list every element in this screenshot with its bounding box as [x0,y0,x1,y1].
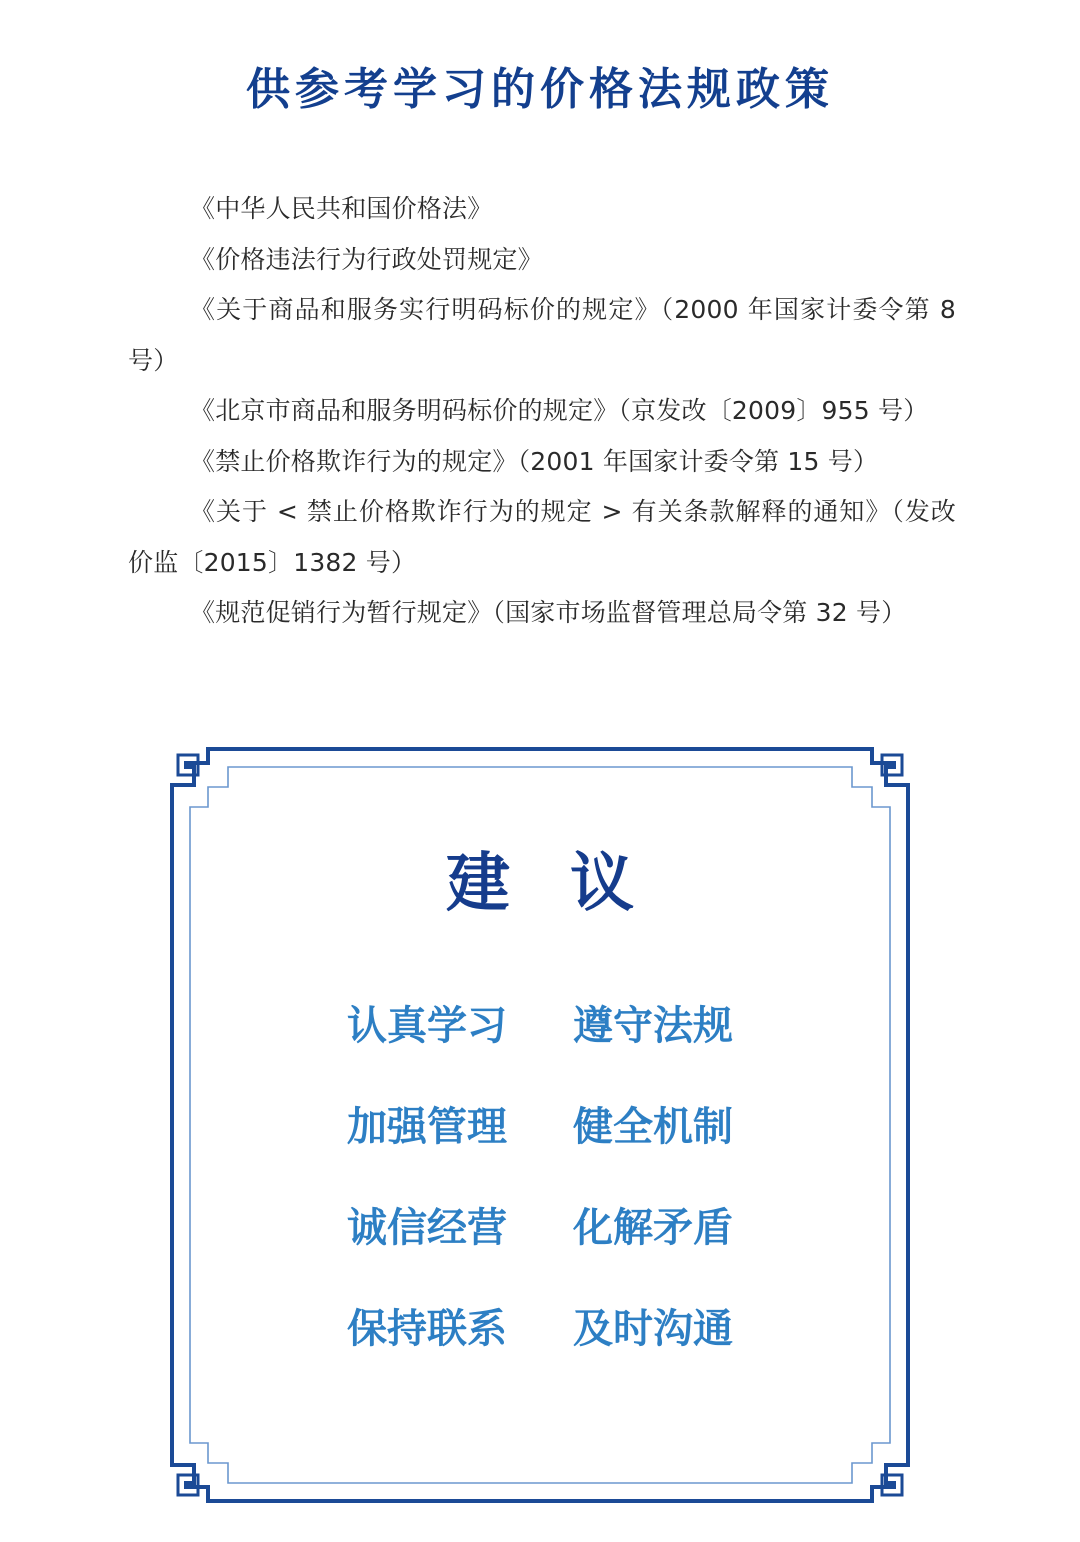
advice-item: 遵守法规 [573,1003,733,1049]
policy-item-promotion-rules: 《规范促销行为暂行规定》（国家市场监督管理总局令第 32 号） [190,598,907,627]
policy-item-price-marking-beijing: 《北京市商品和服务明码标价的规定》（京发改〔2009〕955 号） [190,396,929,425]
advice-row [168,1196,912,1297]
policy-item-price-marking-national: 《关于商品和服务实行明码标价的规定》（2000 年国家计委令第 8 号） [128,295,956,375]
policy-item-price-fraud-interpretation: 《关于 < 禁止价格欺诈行为的规定 > 有关条款解释的通知》（发改价监〔2015〕1382 号） [128,497,956,577]
advice-row [168,1095,912,1196]
advice-item: 化解矛盾 [573,1205,733,1251]
advice-row [168,994,912,1095]
advice-row [168,1297,912,1398]
advice-item: 及时沟通 [573,1306,733,1352]
advice-heading-char-2: 议 [570,847,634,921]
advice-item: 加强管理 [347,1104,507,1150]
page-title: 供参考学习的价格法规政策 [246,64,834,115]
policy-list [128,184,956,639]
advice-item: 健全机制 [573,1104,733,1150]
advice-heading-char-1: 建 [446,847,510,921]
policy-item-price-fraud: 《禁止价格欺诈行为的规定》（2001 年国家计委令第 15 号） [190,446,879,476]
advice-item: 保持联系 [347,1306,507,1352]
advice-heading [168,842,912,926]
policy-item-penalty-rules: 《价格违法行为行政处罚规定》 [190,244,543,274]
advice-grid [168,994,912,1398]
advice-item: 诚信经营 [347,1205,507,1251]
advice-item: 认真学习 [347,1003,507,1049]
policy-item-price-law: 《中华人民共和国价格法》 [190,194,493,223]
